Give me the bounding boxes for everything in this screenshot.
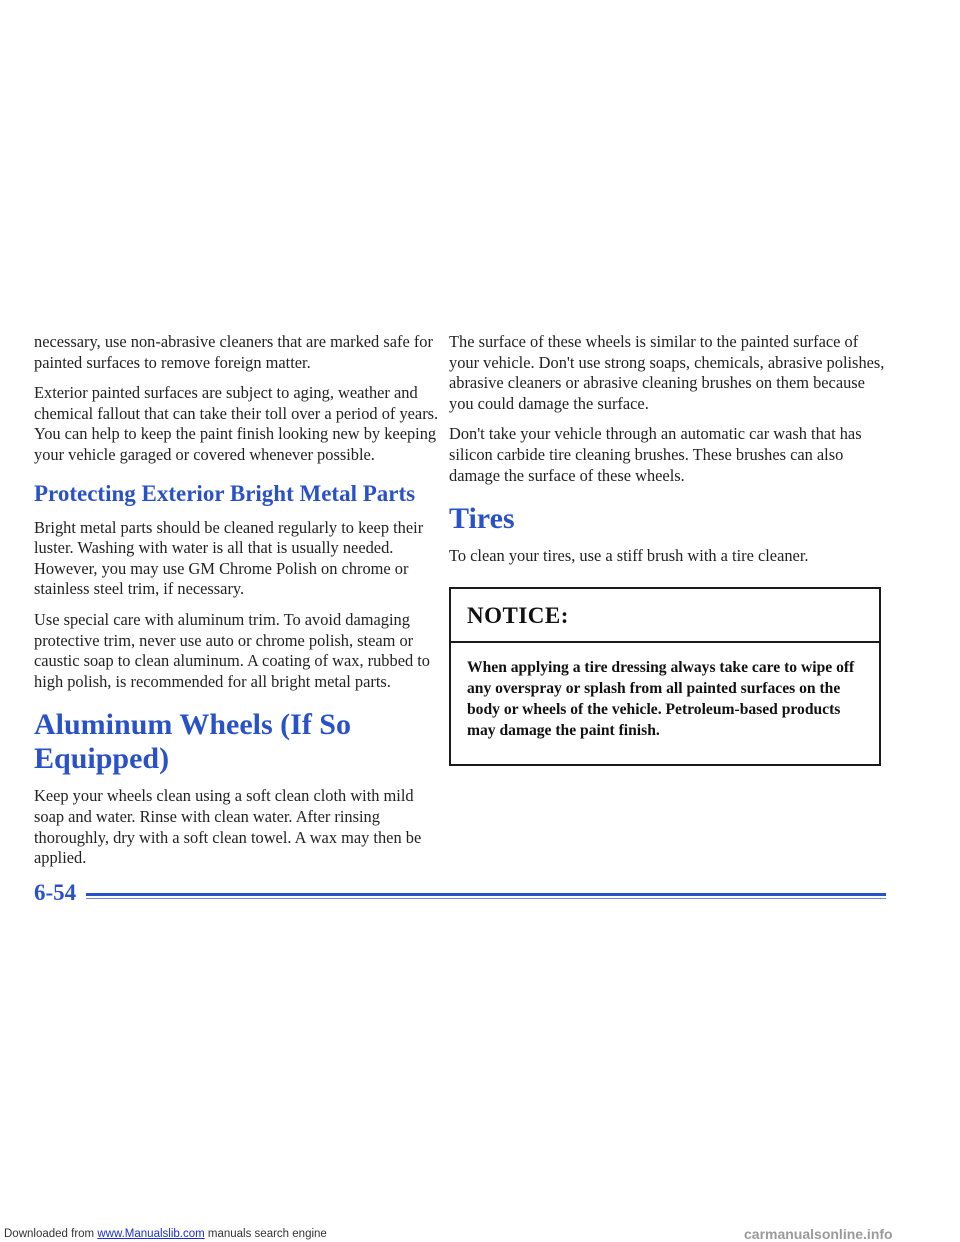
download-footer: [4, 1226, 893, 1242]
footer-suffix: manuals search engine: [204, 1228, 327, 1240]
notice-box: [449, 587, 881, 766]
notice-title: NOTICE:: [451, 589, 879, 643]
heading-protecting-bright-metal: Protecting Exterior Bright Metal Parts: [34, 480, 416, 506]
paragraph-aluminum-trim: Use special care with aluminum trim. To avoid damaging protective trim, never use auto or chrome polish, steam or caustic soap to clean aluminum. A coating of wax, rubbed to high polish, is recommended for all bright metal parts.: [34, 609, 431, 691]
notice-text: When applying a tire dressing always take care to wipe off any overspray or splash from all painted surfaces on the body or wheels of the vehicle. Petroleum-based products may damage the paint finish.: [467, 658, 855, 740]
right-column: [449, 332, 889, 766]
footer-prefix: Downloaded from: [4, 1228, 98, 1240]
heading-aluminum-wheels: Aluminum Wheels (If So Equipped): [34, 708, 351, 776]
paragraph-exterior-painted-surfaces: Exterior painted surfaces are subject to aging, weather and chemical fallout that can take their toll over a period of years. You can help to keep the paint finish looking new by keeping your vehicle garaged or covered whenever possible.: [34, 383, 439, 464]
paragraph-car-wash: Don't take your vehicle through an automatic car wash that has silicon carbide tire cleaning brushes. These brushes can also damage the surface of these wheels.: [449, 424, 862, 485]
left-column: [34, 332, 442, 879]
paragraph-tire-cleaning: To clean your tires, use a stiff brush with a tire cleaner.: [449, 546, 809, 566]
paragraph-non-abrasive-cleaners: necessary, use non-abrasive cleaners that are marked safe for painted surfaces to remove foreign matter.: [34, 332, 433, 372]
paragraph-bright-metal-parts: Bright metal parts should be cleaned regularly to keep their luster. Washing with water is all that is usually needed. However, you may use GM Chrome Polish on chrome or stainless steel trim, if necessary.: [34, 517, 424, 599]
watermark-text: carmanualsonline.info: [744, 1226, 893, 1242]
paragraph-wheel-surface: The surface of these wheels is similar to the painted surface of your vehicle. Don't use strong soaps, chemicals, abrasive polishes, abrasive cleaners or abrasive cleaning brushes on them because you could damage the surface.: [449, 332, 885, 413]
heading-tires: Tires: [449, 502, 515, 536]
footer-rule: [86, 893, 886, 896]
footer-rule-thin: [86, 898, 886, 899]
paragraph-wheel-cleaning: Keep your wheels clean using a soft clean cloth with mild soap and water. Rinse with clean water. After rinsing thoroughly, dry with a soft clean towel. A wax may then be applied.: [34, 786, 422, 868]
page-number: 6-54: [34, 880, 77, 905]
manualslib-link[interactable]: www.Manualslib.com: [97, 1228, 205, 1240]
